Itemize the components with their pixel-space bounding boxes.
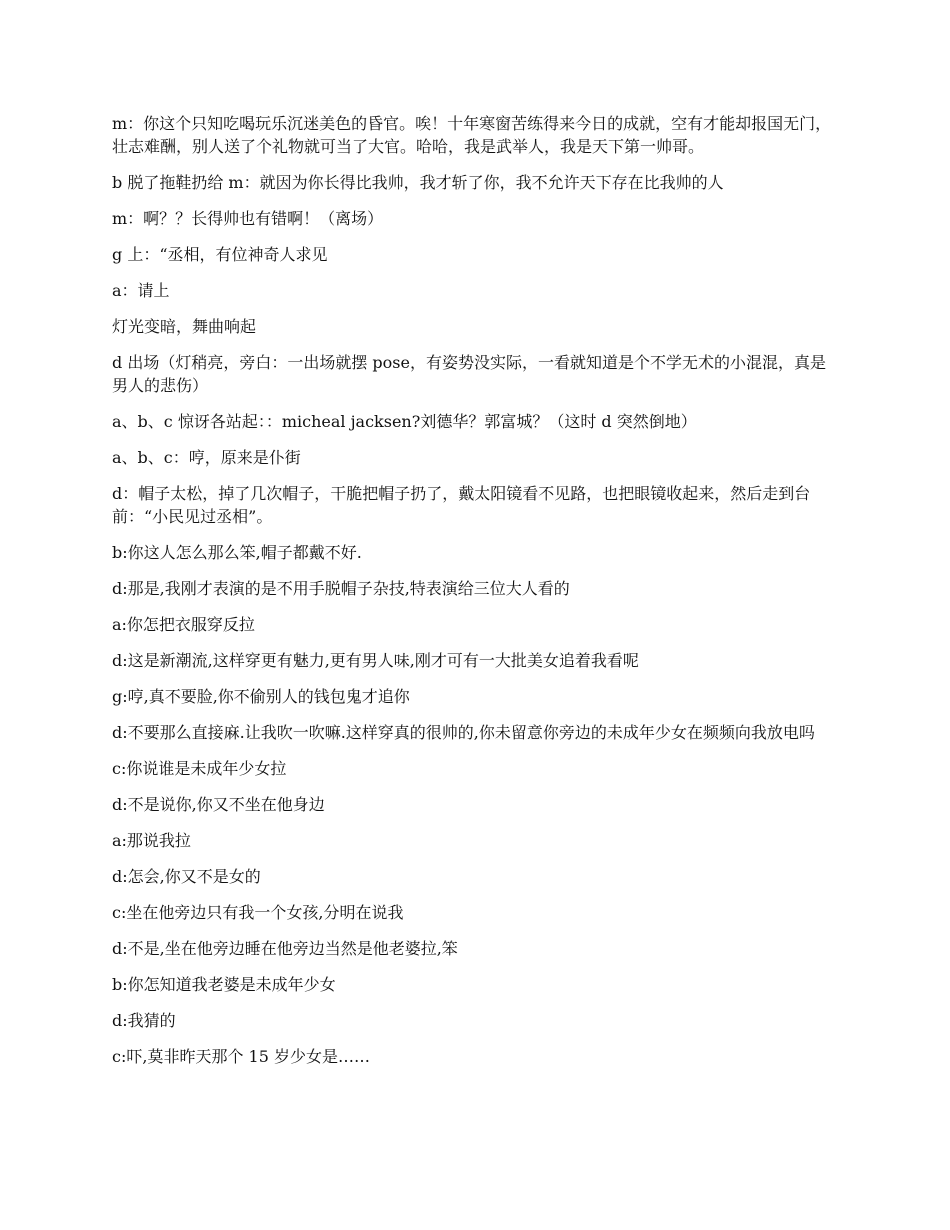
paragraph: b:你这人怎么那么笨,帽子都戴不好. (112, 543, 362, 562)
paragraph: m：你这个只知吃喝玩乐沉迷美色的昏官。唉！十年寒窗苦练得来今日的成就，空有才能却报国无门，壮志难酬，别人送了个礼物就可当了大官。哈哈，我是武举人，我是天下第一帅哥。 (112, 114, 832, 156)
paragraph: a:你怎把衣服穿反拉 (112, 615, 255, 634)
paragraph: m：啊？？长得帅也有错啊！（离场） (112, 209, 384, 228)
paragraph: d:不是,坐在他旁边睡在他旁边当然是他老婆拉,笨 (112, 939, 458, 958)
paragraph: d:不要那么直接麻.让我吹一吹嘛.这样穿真的很帅的,你未留意你旁边的未成年少女在频频向我放电吗 (112, 723, 815, 742)
paragraph: g 上：“丞相，有位神奇人求见 (112, 245, 328, 264)
paragraph: 灯光变暗，舞曲响起 (112, 317, 257, 336)
paragraph: a:那说我拉 (112, 831, 191, 850)
paragraph: b:你怎知道我老婆是未成年少女 (112, 975, 336, 994)
paragraph: b 脱了拖鞋扔给 m：就因为你长得比我帅，我才斩了你，我不允许天下存在比我帅的人 (112, 173, 724, 192)
paragraph: d:那是,我刚才表演的是不用手脱帽子杂技,特表演给三位大人看的 (112, 579, 570, 598)
paragraph: d:这是新潮流,这样穿更有魅力,更有男人味,刚才可有一大批美女追着我看呢 (112, 651, 639, 670)
paragraph: a、b、c 惊讶各站起：：micheal jacksen?刘德华？郭富城？（这时 d 突然倒地） (112, 412, 697, 431)
paragraph: c:吓,莫非昨天那个 15 岁少女是…… (112, 1047, 370, 1066)
paragraph: d：帽子太松，掉了几次帽子，干脆把帽子扔了，戴太阳镜看不见路，也把眼镜收起来，然后走到台前：“小民见过丞相”。 (112, 484, 811, 526)
paragraph: d:我猜的 (112, 1011, 176, 1030)
paragraph: a、b、c：哼，原来是仆街 (112, 448, 301, 467)
paragraph: c:坐在他旁边只有我一个女孩,分明在说我 (112, 903, 404, 922)
paragraph: d:怎会,你又不是女的 (112, 867, 261, 886)
paragraph: g:哼,真不要脸,你不偷别人的钱包鬼才追你 (112, 687, 410, 706)
document-page (112, 112, 840, 1081)
paragraph: d:不是说你,你又不坐在他身边 (112, 795, 325, 814)
paragraph: c:你说谁是未成年少女拉 (112, 759, 287, 778)
paragraph: d 出场（灯稍亮，旁白：一出场就摆 pose，有姿势没实际，一看就知道是个不学无术的小混混，真是男人的悲伤） (112, 353, 826, 395)
paragraph: a：请上 (112, 281, 170, 300)
